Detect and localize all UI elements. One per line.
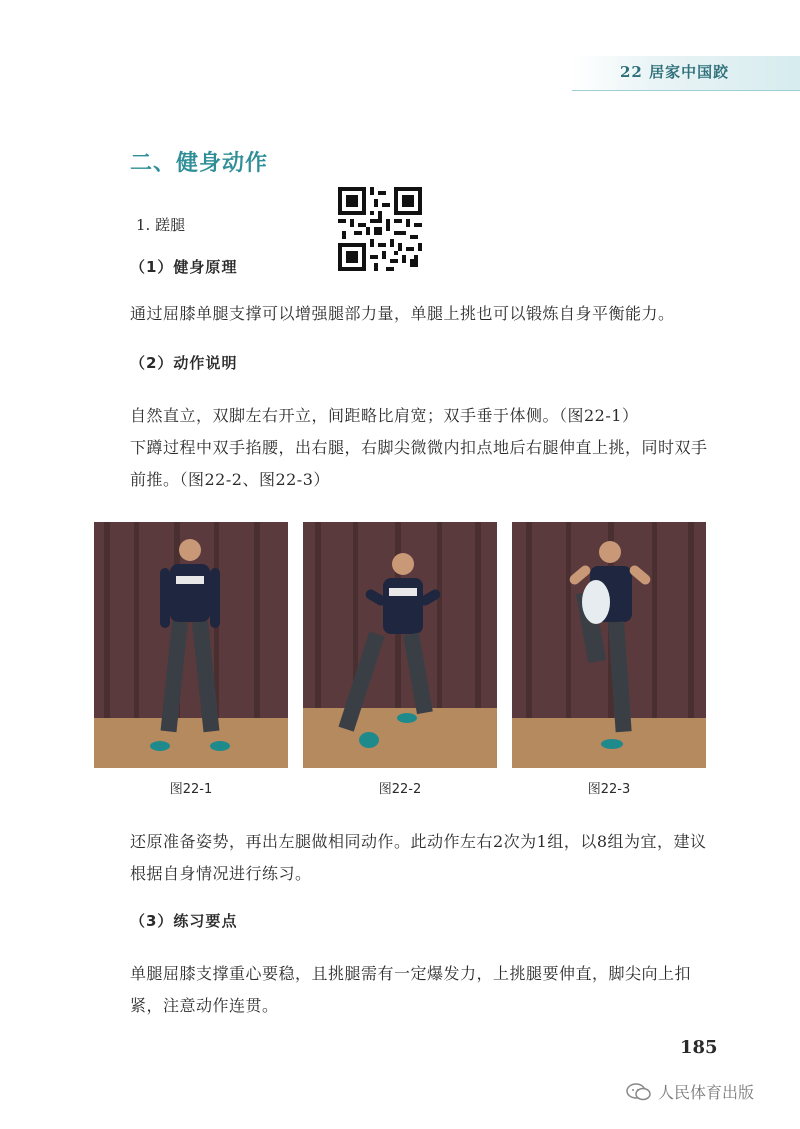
figure-22-2-photo [303,522,497,768]
qr-code [338,187,422,271]
subsection-2-line-2: 下蹲过程中双手掐腰，出右腿，右脚尖微微内扣点地后右腿伸直上挑，同时双手前推。（图22-2、图22-3） [130,438,708,489]
figure-caption: 图22-2 [378,782,422,797]
figure-22-3-photo [512,522,706,768]
subsection-3-text: 单腿屈膝支撑重心要稳，且挑腿需有一定爆发力，上挑腿要伸直，脚尖向上扣紧，注意动作连贯。 [130,964,692,1015]
item-title: 1. 蹉腿 [136,216,186,234]
watermark-text: 人民体育出版 [658,1083,755,1102]
figure-22-1-photo [94,522,288,768]
figure-caption: 图22-1 [169,782,213,797]
section-title: 二、健身动作 [130,151,269,176]
wechat-icon [626,1082,652,1102]
page-number: 185 [680,1037,718,1058]
chapter-header: 22 居家中国跤 [620,63,730,81]
subsection-2-line-1: 自然直立，双脚左右开立，间距略比肩宽；双手垂于体侧。（图22-1） [130,406,639,425]
figure-caption: 图22-3 [587,782,631,797]
subsection-1-text: 通过屈膝单腿支撑可以增强腿部力量，单腿上挑也可以锻炼自身平衡能力。 [130,304,675,323]
watermark [626,1080,754,1103]
subsection-3-title: （3）练习要点 [130,912,238,930]
after-figures-text: 还原准备姿势，再出左腿做相同动作。此动作左右2次为1组，以8组为宜，建议根据自身情况进行练习。 [130,832,707,883]
subsection-2-title: （2）动作说明 [130,354,238,372]
subsection-1-title: （1）健身原理 [130,258,238,276]
